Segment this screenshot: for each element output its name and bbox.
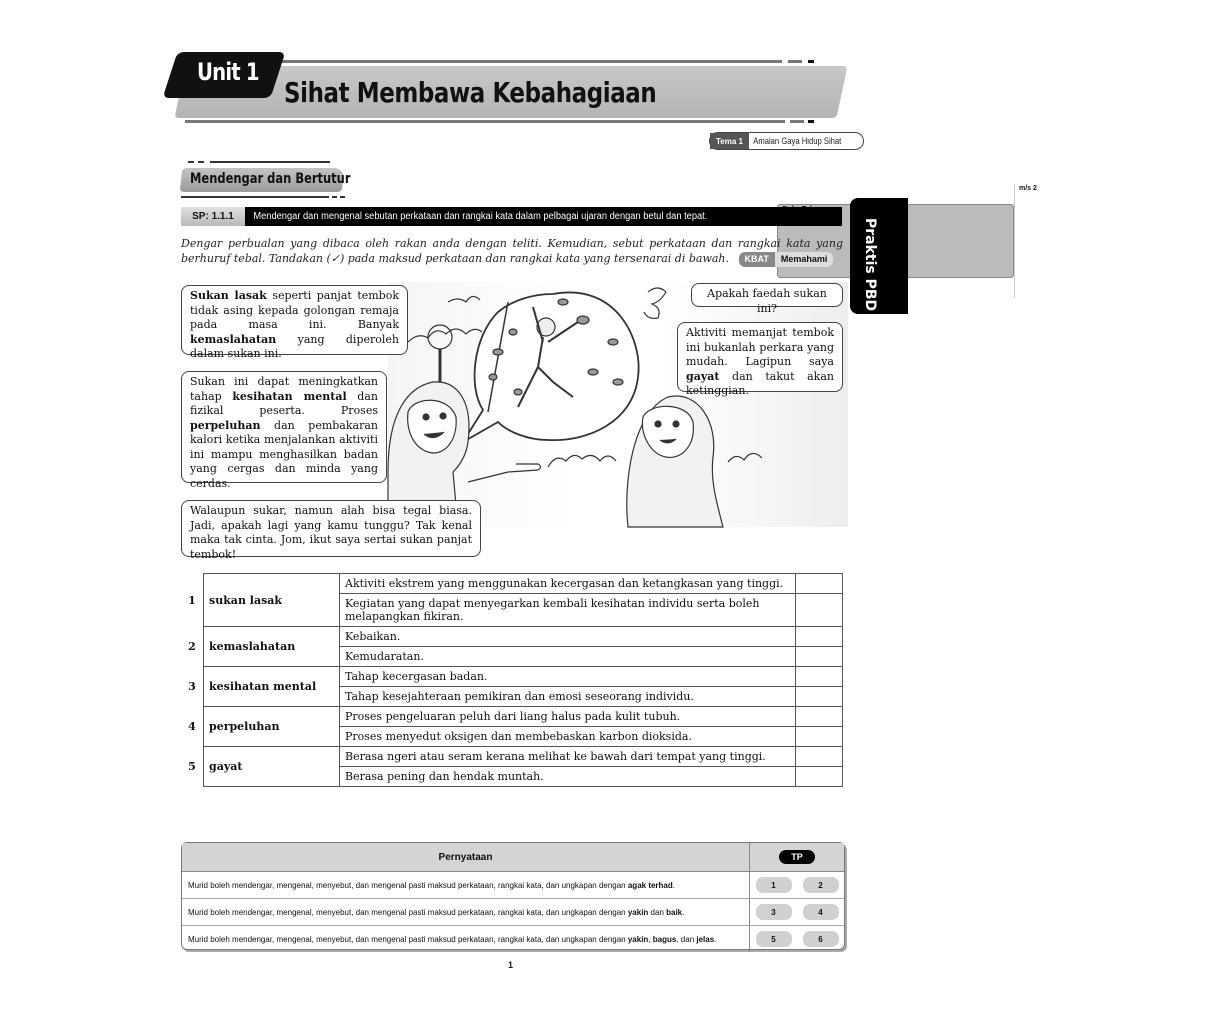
tp-header bbox=[750, 843, 844, 871]
header-rule-bottom bbox=[185, 120, 785, 123]
text-run: seperti panjat tembok tidak asing kepada golongan remaja pada masa ini. Banyak bbox=[190, 289, 400, 331]
tema-label: Tema 1 bbox=[710, 133, 749, 149]
assessment-statement bbox=[182, 926, 750, 952]
bold-term: bagus bbox=[652, 934, 677, 944]
statement-header: Pernyataan bbox=[182, 843, 750, 871]
assessment-row bbox=[182, 926, 844, 952]
side-tab bbox=[850, 198, 908, 314]
meaning-option: Proses pengeluaran peluh dari liang halus pada kulit tubuh. bbox=[340, 707, 796, 727]
meaning-option: Aktiviti ekstrem yang menggunakan kecergasan dan ketangkasan yang tinggi. bbox=[340, 574, 796, 594]
bush-icon bbox=[644, 288, 666, 318]
item-number: 4 bbox=[181, 707, 204, 747]
tema-badge bbox=[709, 132, 864, 150]
thought-bubble-icon bbox=[463, 292, 639, 442]
bush-icon bbox=[548, 455, 616, 467]
table-row bbox=[181, 707, 843, 727]
table-row bbox=[181, 574, 843, 594]
text-run: yang diperoleh dalam sukan ini. bbox=[190, 332, 399, 360]
text-run: Aktiviti memanjat tembok ini bukanlah perkara yang mudah. Lagipun saya bbox=[686, 326, 834, 368]
table-row bbox=[181, 627, 843, 647]
tp-level-pill[interactable]: 3 bbox=[756, 904, 792, 920]
instruction-text: Dengar perbualan yang dibaca oleh rakan anda dengan teliti. Kemudian, sebut perkataan dan rangkai kata yang berhuruf tebal. Tandakan (✓) pada maksud perkataan dan rangkai kata yang tersenarai di bawah. bbox=[181, 237, 843, 265]
bold-term: yakin bbox=[627, 934, 649, 944]
tp-level-pill[interactable]: 2 bbox=[803, 877, 839, 893]
section-dash bbox=[332, 196, 337, 198]
header-dash bbox=[788, 60, 802, 63]
bush-icon bbox=[448, 296, 480, 302]
lamp-icon bbox=[428, 325, 452, 349]
checkbox-cell[interactable] bbox=[796, 727, 843, 747]
illustration bbox=[388, 282, 848, 527]
tp-levels bbox=[750, 872, 844, 898]
text-run: dan takut akan ketinggian. bbox=[686, 369, 834, 397]
standard-code: SP: 1.1.1 bbox=[181, 207, 245, 226]
text-run: Murid boleh mendengar, mengenal, menyebut, dan mengenal pasti maksud perkataan, rangkai kata, dan ungkapan dengan bbox=[188, 907, 628, 917]
tema-value: Amalan Gaya Hidup Sihat bbox=[753, 136, 842, 146]
assessment-row bbox=[182, 872, 844, 899]
text-run: dan bbox=[648, 907, 667, 917]
meaning-option: Kegiatan yang dapat menyegarkan kembali kesihatan individu serta boleh melapangkan fikiran. bbox=[340, 594, 796, 627]
text-run: , dan bbox=[676, 934, 697, 944]
item-number: 2 bbox=[181, 627, 204, 667]
checkbox-cell[interactable] bbox=[796, 574, 843, 594]
item-word: kemaslahatan bbox=[204, 627, 340, 667]
assessment-row bbox=[182, 899, 844, 926]
header-dash bbox=[808, 60, 814, 63]
meaning-option: Proses menyedut oksigen dan membebaskan karbon dioksida. bbox=[340, 727, 796, 747]
item-word: gayat bbox=[204, 747, 340, 787]
word-meaning-table bbox=[181, 573, 843, 787]
tp-level-pill[interactable]: 1 bbox=[756, 877, 792, 893]
meaning-option: Berasa ngeri atau seram kerana melihat ke bawah dari tempat yang tinggi. bbox=[340, 747, 796, 767]
standard-bar bbox=[181, 207, 842, 226]
header-rule-top bbox=[270, 60, 782, 63]
section-dash bbox=[188, 161, 194, 163]
textbook-reference bbox=[777, 184, 1229, 298]
table-row bbox=[181, 667, 843, 687]
item-number: 5 bbox=[181, 747, 204, 787]
checkbox-cell[interactable] bbox=[796, 707, 843, 727]
instruction bbox=[181, 236, 843, 267]
text-run: . bbox=[682, 907, 685, 917]
unit-badge-label: Unit 1 bbox=[197, 58, 259, 86]
bold-term: kemaslahatan bbox=[190, 332, 277, 346]
tp-level-pill[interactable]: 5 bbox=[756, 931, 792, 947]
bush-icon bbox=[408, 329, 482, 342]
side-tab-label: Praktis PBD bbox=[862, 218, 878, 312]
header-dash bbox=[808, 120, 814, 123]
meaning-option: Kebaikan. bbox=[340, 627, 796, 647]
meaning-option: Tahap kecergasan badan. bbox=[340, 667, 796, 687]
text-run: Murid boleh mendengar, mengenal, menyebut, dan mengenal pasti maksud perkataan, rangkai kata, dan ungkapan dengan bbox=[188, 880, 628, 890]
section-rule bbox=[210, 161, 330, 163]
section-rule bbox=[181, 196, 329, 198]
item-number: 3 bbox=[181, 667, 204, 707]
text-run: . bbox=[672, 880, 675, 890]
item-word: perpeluhan bbox=[204, 707, 340, 747]
assessment-statement bbox=[182, 872, 750, 898]
bold-term: agak terhad bbox=[627, 880, 673, 890]
table-row bbox=[181, 747, 843, 767]
text-run: Apakah faedah sukan ini? bbox=[707, 287, 827, 315]
tp-level-pill[interactable]: 6 bbox=[803, 931, 839, 947]
text-run: dan fizikal peserta. Proses bbox=[190, 389, 378, 417]
bold-term: perpeluhan bbox=[190, 418, 261, 432]
speech-bubble-1 bbox=[181, 285, 408, 360]
text-run: . bbox=[714, 934, 717, 944]
section-title: Mendengar dan Bertutur bbox=[190, 171, 351, 187]
text-run: Murid boleh mendengar, mengenal, menyebut, dan mengenal pasti maksud perkataan, rangkai kata, dan ungkapan dengan bbox=[188, 934, 628, 944]
checkbox-cell[interactable] bbox=[796, 747, 843, 767]
section-dash bbox=[340, 196, 345, 198]
unit-title: Sihat Membawa Kebahagiaan bbox=[284, 76, 657, 109]
speech-bubble-3 bbox=[181, 500, 481, 561]
meaning-option: Berasa pening dan hendak muntah. bbox=[340, 767, 796, 787]
illustration-svg bbox=[388, 282, 848, 527]
speech-bubble-2 bbox=[181, 371, 387, 490]
bold-term: gayat bbox=[686, 369, 720, 383]
kbat-badge bbox=[739, 252, 834, 267]
assessment-header bbox=[182, 843, 844, 872]
page-number: 1 bbox=[508, 960, 514, 970]
assessment-table bbox=[181, 842, 845, 950]
textbook-page: m/s 2 bbox=[1014, 184, 1229, 298]
speech-bubble-5 bbox=[677, 322, 843, 397]
bold-term: jelas bbox=[696, 934, 715, 944]
standard-text: Mendengar dan mengenal sebutan perkataan dan rangkai kata dalam pelbagai ujaran dengan betul dan tepat. bbox=[253, 211, 708, 222]
checkbox-cell[interactable] bbox=[796, 647, 843, 667]
text-run: Walaupun sukar, namun alah bisa tegal biasa. Jadi, apakah lagi yang kamu tunggu? Tak kenal maka tak cinta. Jom, ikut saya sertai sukan panjat tembok! bbox=[190, 504, 472, 561]
checkbox-cell[interactable] bbox=[796, 767, 843, 787]
bold-term: kesihatan mental bbox=[232, 389, 347, 403]
checkbox-cell[interactable] bbox=[796, 594, 843, 627]
bold-term: baik bbox=[666, 907, 683, 917]
kbat-value: Memahami bbox=[775, 252, 834, 267]
header-dash bbox=[790, 120, 804, 123]
item-word: kesihatan mental bbox=[204, 667, 340, 707]
tp-levels bbox=[750, 926, 844, 952]
checkbox-cell[interactable] bbox=[796, 687, 843, 707]
text-run: dan pembakaran kalori ketika menjalankan aktiviti ini mampu menghasilkan badan yang cergas dan minda yang cerdas. bbox=[190, 418, 378, 490]
bush-icon bbox=[728, 453, 762, 462]
item-number: 1 bbox=[181, 574, 204, 627]
meaning-option: Tahap kesejahteraan pemikiran dan emosi seseorang individu. bbox=[340, 687, 796, 707]
section-dash bbox=[198, 161, 204, 163]
text-run: , bbox=[648, 934, 653, 944]
speech-bubble-4 bbox=[691, 283, 843, 315]
assessment-statement bbox=[182, 899, 750, 925]
item-word: sukan lasak bbox=[204, 574, 340, 627]
bold-term: yakin bbox=[627, 907, 649, 917]
kbat-label: KBAT bbox=[739, 252, 775, 267]
bold-term: Sukan lasak bbox=[190, 289, 267, 302]
tp-levels bbox=[750, 899, 844, 925]
tp-level-pill[interactable]: 4 bbox=[803, 904, 839, 920]
checkbox-cell[interactable] bbox=[796, 627, 843, 647]
text-run: Sukan ini dapat meningkatkan tahap bbox=[190, 375, 378, 403]
meaning-option: Kemudaratan. bbox=[340, 647, 796, 667]
tp-badge: TP bbox=[779, 850, 815, 864]
checkbox-cell[interactable] bbox=[796, 667, 843, 687]
